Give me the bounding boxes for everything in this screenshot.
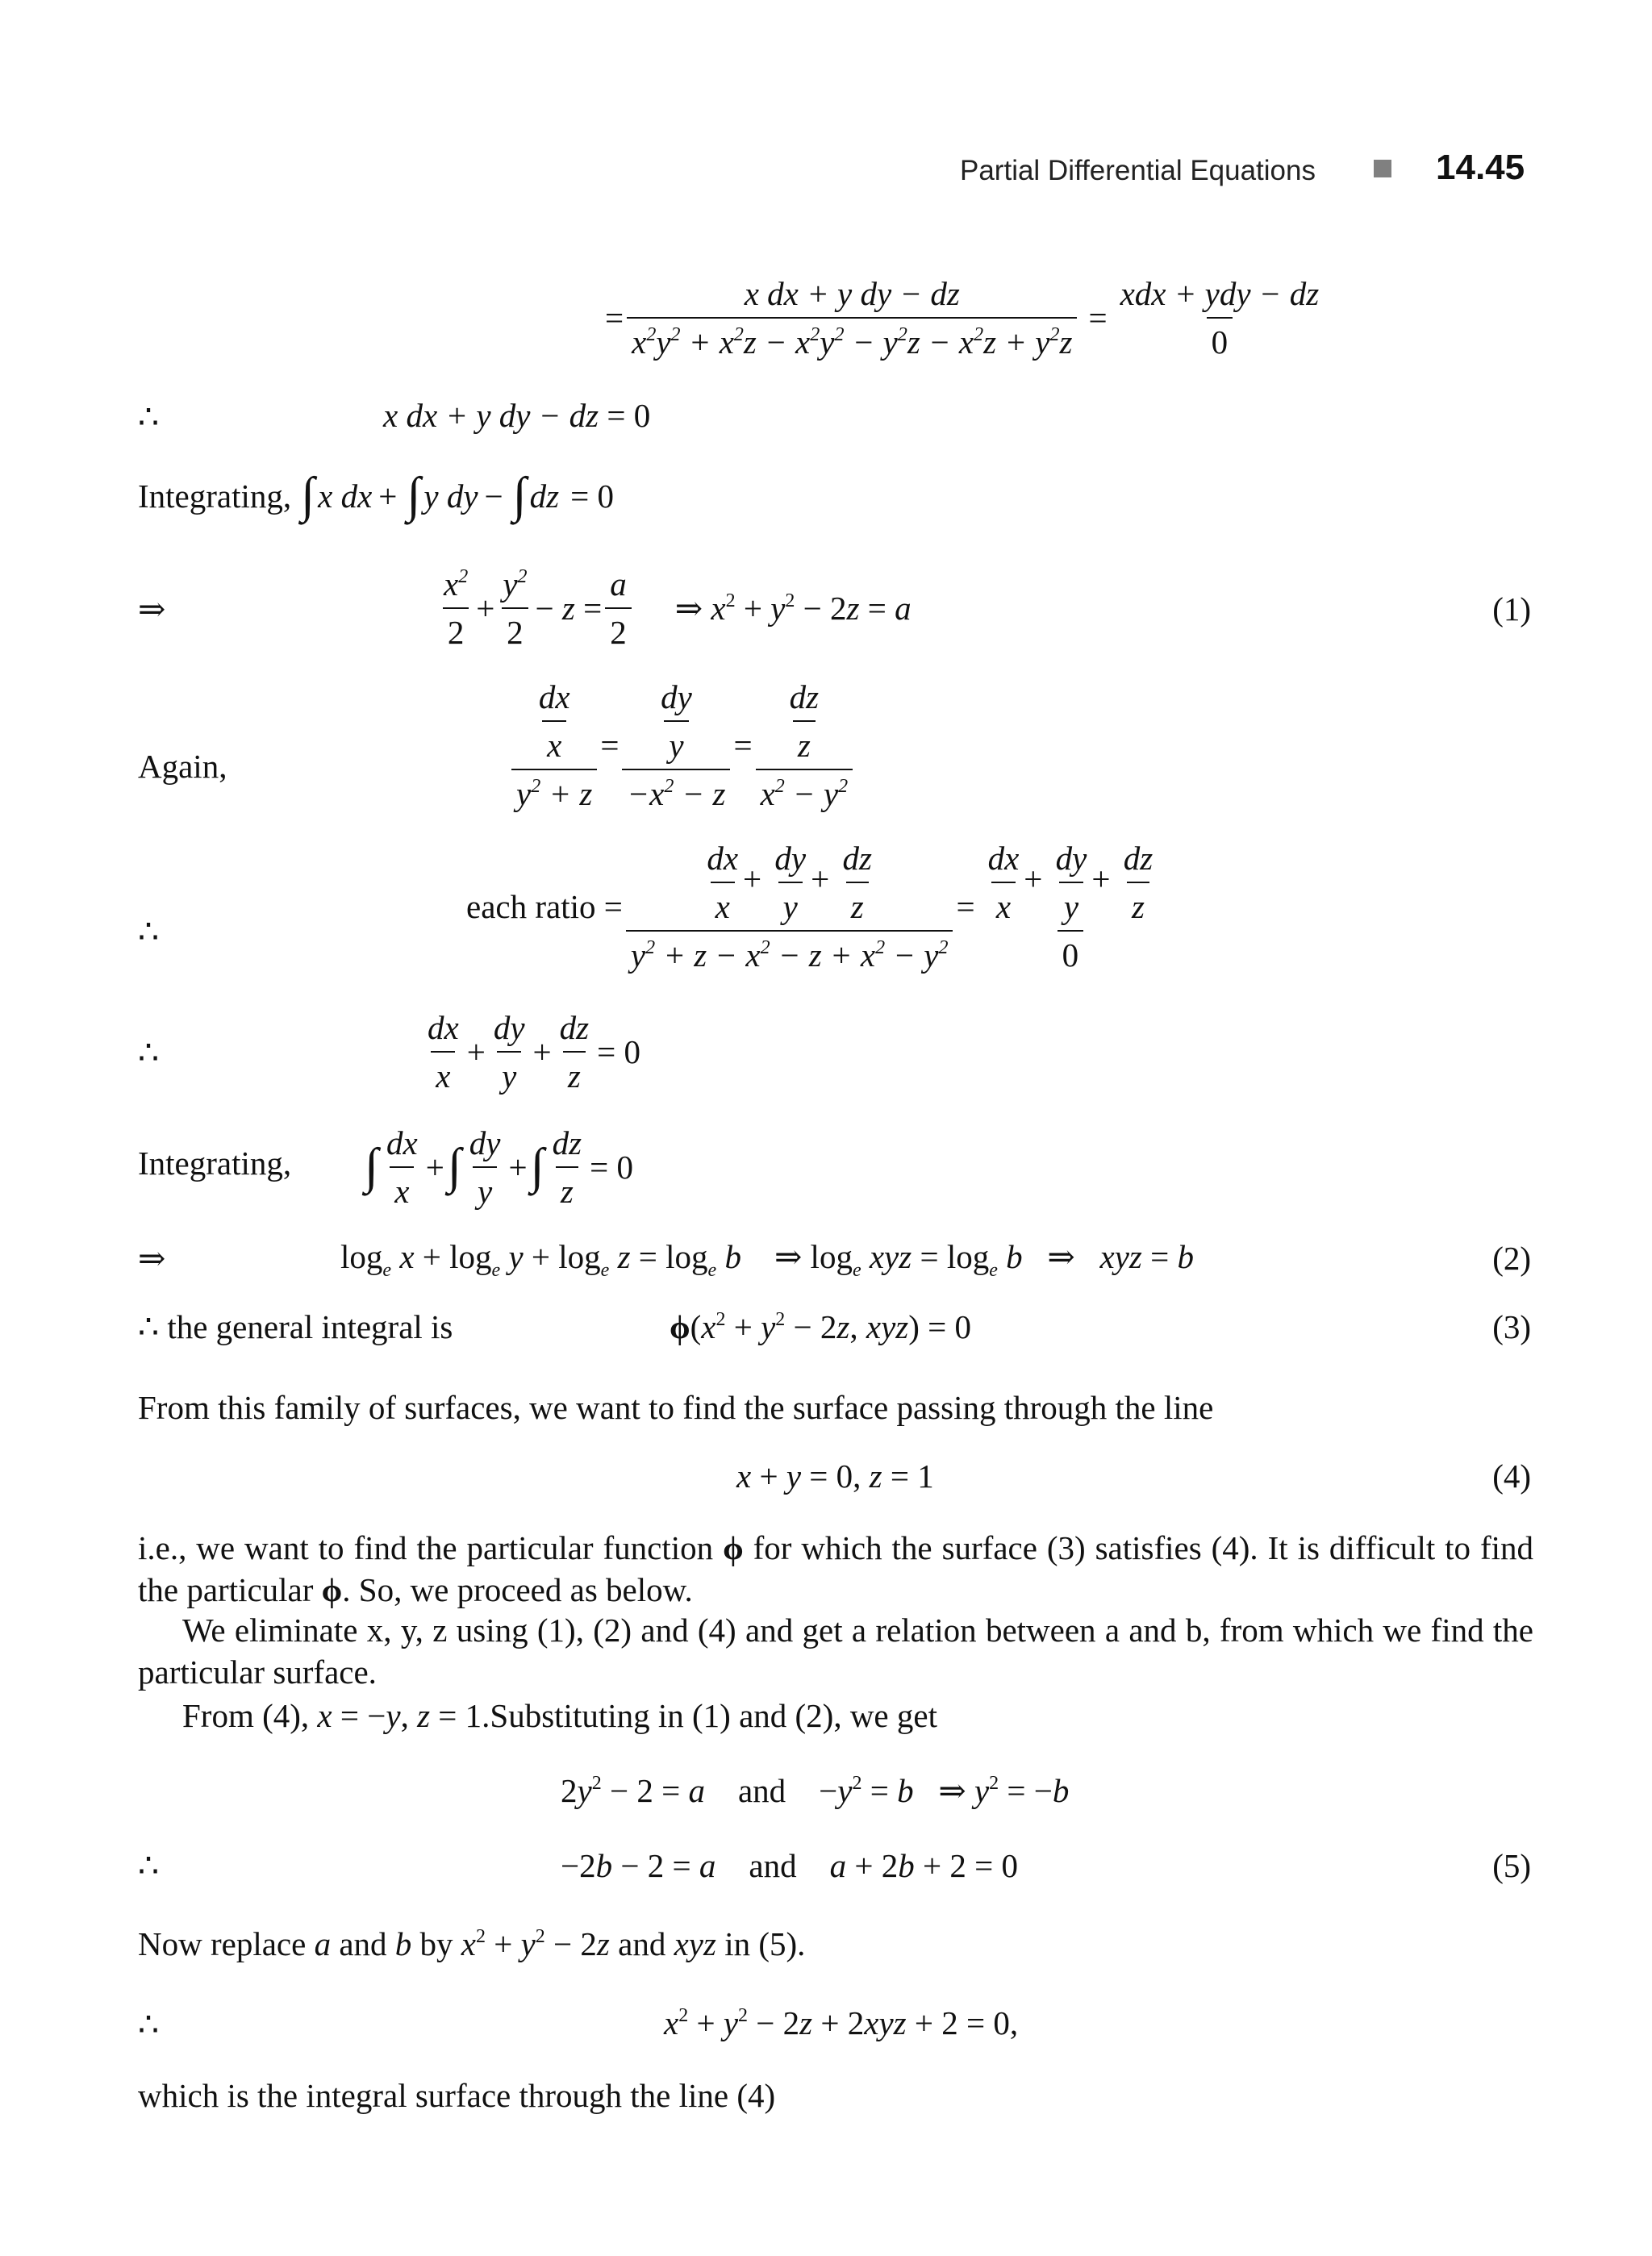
equation-integrating-1: Integrating, ∫ x dx + ∫ y dy − ∫ dz = 0: [138, 468, 614, 523]
family-sentence: From this family of surfaces, we want to find the surface passing through the line: [138, 1389, 1214, 1426]
equation-number-4: (4): [1492, 1457, 1531, 1495]
equation-number-1: (1): [1492, 590, 1531, 628]
therefore-symbol-2: ∴: [138, 913, 160, 950]
equation-1: $\frac{x^2}{2}$ + $\frac{y^2}{2}$ − z = $\frac{a}{2}$ ⇒ $x^2 + y^2 - 2z = a$: [444, 565, 912, 651]
running-header-title: Partial Differential Equations: [960, 155, 1316, 186]
integrating-label: Integrating,: [138, 477, 292, 515]
equation-substitution: $2y^2 - 2 = a$ and $-y^2 = b$ ⇒ $y^2 = -b$: [561, 1772, 1070, 1809]
paragraph-particular-function: i.e., we want to find the particular function ϕ for which the surface (3) satisfies (4). It is difficult to find the particular ϕ. So, we proceed as below.: [138, 1529, 1534, 1608]
equation-combined-ratio: = $\frac{\text{x dx + y dy − dz}}{x^2y^2 + x^2z - x^2y^2 - y^2z - x^2z + y^2z}$ = $\frac{\text{xdx + ydy − dz}}{0}$: [605, 275, 1320, 361]
each-ratio-label: each ratio =: [466, 888, 623, 925]
equation-each-ratio: each ratio = $\frac{dx}{x}$ + $\frac{dy}{y}$ + $\frac{dz}{z}$ $y^2 + z - x^2 - z + x^2 - y^2$ = $\frac{dx}{x}$ + $\frac{dy}{y}$ + $\frac{dz}{z}$ 0: [466, 840, 1153, 974]
equation-5: −2b − 2 = a and a + 2b + 2 = 0: [561, 1847, 1018, 1884]
again-label: Again,: [138, 748, 227, 785]
equation-number-2: (2): [1492, 1240, 1531, 1277]
equation-4: x + y = 0, z = 1: [736, 1457, 934, 1495]
equation-integrating-2: ∫ $\frac{dx}{x}$ + ∫ $\frac{dy}{y}$ + ∫ $\frac{dz}{z}$ = 0: [365, 1124, 633, 1210]
equation-number-5: (5): [1492, 1847, 1531, 1884]
implies-symbol-2: ⇒: [138, 1240, 166, 1277]
therefore-symbol-3: ∴: [138, 1034, 160, 1071]
header-square-icon: [1374, 160, 1391, 177]
integrating-label-2: Integrating,: [138, 1145, 292, 1182]
therefore-symbol-4: ∴: [138, 1847, 160, 1884]
equation-again-ratios: $\frac{\frac{dx}{x}}{y^2 + z}$ = $\frac{\frac{dy}{y}}{-x^2 - z}$ = $\frac{\frac{dz}{z}}{x^2 - y^2}$: [508, 678, 856, 813]
general-integral-label: ∴ the general integral is: [138, 1308, 453, 1345]
paragraph-eliminate: We eliminate x, y, z using (1), (2) and (4) and get a relation between a and b, from which we find the particular surface.: [138, 1612, 1533, 1691]
paragraph-now-replace: Now replace a and b by $x^2 + y^2 - 2z$ and xyz in (5).: [138, 1925, 806, 1962]
therefore-symbol: ∴: [138, 398, 160, 436]
equation-number-3: (3): [1492, 1308, 1531, 1345]
therefore-symbol-5: ∴: [138, 2006, 160, 2043]
equation-log-differentials: $\frac{dx}{x}$ + $\frac{dy}{y}$ + $\frac{dz}{z}$ = 0: [428, 1009, 640, 1095]
equation-exact-differential: x dx + y dy − dz = 0: [383, 397, 651, 434]
final-sentence: which is the integral surface through the line (4): [138, 2077, 776, 2114]
page-number: 14.45: [1436, 148, 1525, 187]
equation-integral-surface: $x^2 + y^2 - 2z + 2xyz + 2 = 0$,: [664, 2004, 1019, 2041]
equation-3: $\phi(x^2 + y^2 - 2z$, xyz) = 0: [670, 1308, 972, 1345]
paragraph-from-4: From (4), x = −y, z = 1.Substituting in (1) and (2), we get: [182, 1697, 937, 1734]
implies-symbol: ⇒: [138, 590, 166, 628]
equation-2: $\log_e x + \log_e y + \log_e z = \log_e b$ ⇒ $\log_e$ xyz = $\log_e b$ ⇒ xyz = b: [340, 1238, 1194, 1281]
